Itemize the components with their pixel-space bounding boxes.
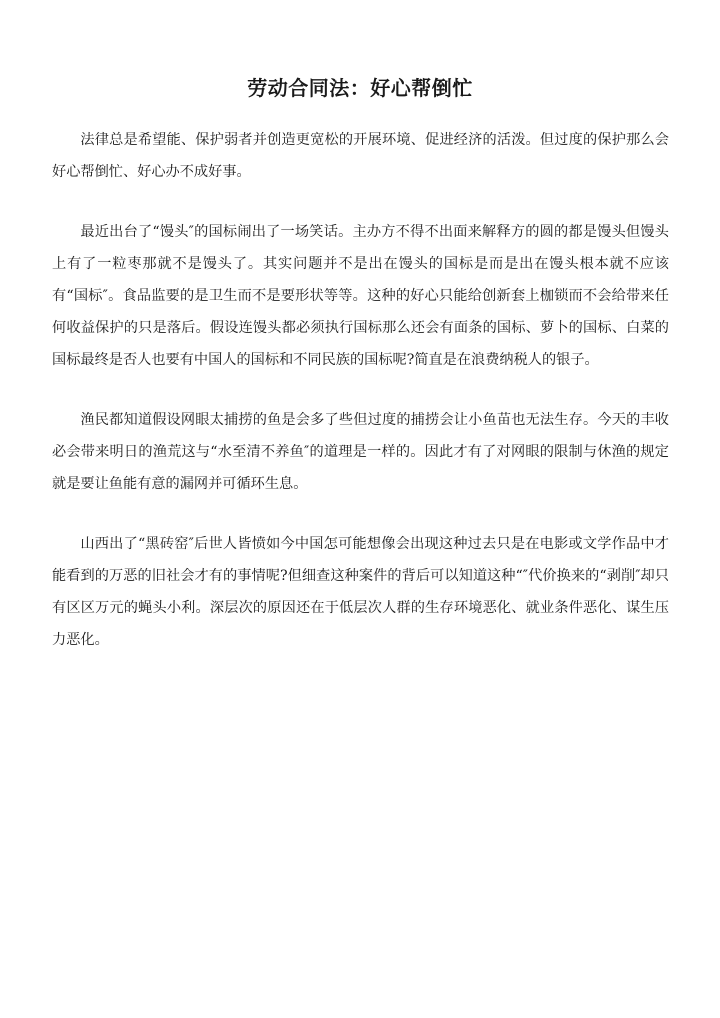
- document-title: 劳动合同法：好心帮倒忙: [247, 76, 473, 101]
- paragraph-4: 山西出了“黑砖窑″后世人皆愤如今中国怎可能想像会出现这种过去只是在电影或文学作品中才能看到的万恶的旧社会才有的事情呢?但细查这种案件的背后可以知道这种“″代价换来的“剥削″却只有区区万元的蝇头小利。深层次的原因还在于低层次人群的生存环境恶化、就业条件恶化、谋生压力恶化。: [52, 536, 669, 648]
- document-body: [52, 124, 669, 684]
- paragraph-3: 渔民都知道假设网眼太捕捞的鱼是会多了些但过度的捕捞会让小鱼苗也无法生存。今天的丰收必会带来明日的渔荒这与“水至清不养鱼″的道理是一样的。因此才有了对网眼的限制与休渔的规定就是要让鱼能有意的漏网并可循环生息。: [52, 412, 669, 492]
- paragraph-1: 法律总是希望能、保护弱者并创造更宽松的开展环境、促进经济的活泼。但过度的保护那么会好心帮倒忙、好心办不成好事。: [52, 132, 669, 180]
- paragraph-2: 最近出台了“馒头″的国标闹出了一场笑话。主办方不得不出面来解释方的圆的都是馒头但馒头上有了一粒枣那就不是馒头了。其实问题并不是出在馒头的国标是而是出在馒头根本就不应该有“国标″。食品监要的是卫生而不是要形状等等。这种的好心只能给创新套上枷锁而不会给带来任何收益保护的只是落后。假设连馒头都必须执行国标那么还会有面条的国标、萝卜的国标、白菜的国标最终是否人也要有中国人的国标和不同民族的国标呢?简直是在浪费纳税人的银子。: [52, 224, 669, 368]
